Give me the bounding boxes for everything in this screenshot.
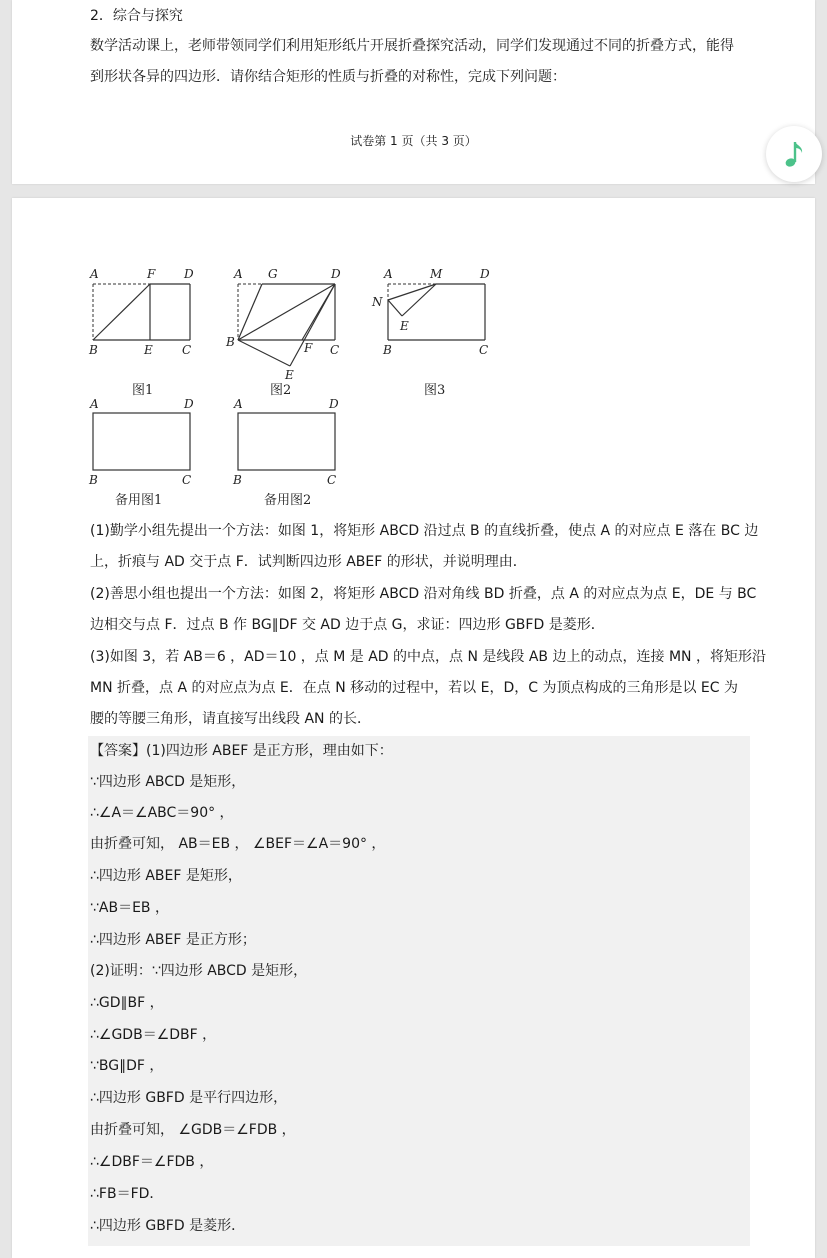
music-note-icon — [781, 139, 807, 169]
fig1-label-E: E — [144, 343, 153, 357]
fig2-caption: 图2 — [270, 383, 292, 398]
answer-line: 由折叠可知， AB＝EB ， ∠BEF＝∠A＝90° ， — [90, 836, 386, 852]
spare1-label-B: B — [89, 473, 98, 487]
answer-line: 由折叠可知， ∠GDB＝∠FDB ， — [90, 1122, 296, 1138]
spare1-label-A: A — [90, 397, 99, 411]
fig3-label-D: D — [480, 267, 490, 281]
fig2-label-B: B — [226, 335, 235, 349]
fig1-label-F: F — [147, 267, 156, 281]
fig1-caption: 图1 — [132, 383, 154, 398]
fig3-label-E: E — [400, 319, 409, 333]
spare2-label-C: C — [327, 473, 337, 487]
part-1-line-2: 上，折痕与 AD 交于点 F．试判断四边形 ABEF 的形状，并说明理由． — [90, 554, 527, 570]
music-button[interactable] — [766, 126, 822, 182]
fig3-label-C: C — [479, 343, 489, 357]
part-3-line-3: 腰的等腰三角形，请直接写出线段 AN 的长． — [90, 711, 371, 727]
answer-line: ∴GD∥BF ， — [90, 995, 164, 1011]
answer-line: ∴∠A＝∠ABC＝90° ， — [90, 805, 234, 821]
answer-line: ∴∠GDB＝∠DBF ， — [90, 1027, 217, 1043]
answer-line: ∵四边形 ABCD 是矩形， — [90, 774, 246, 790]
spare1-label-C: C — [182, 473, 192, 487]
fig2-label-D: D — [331, 267, 341, 281]
part-2-line-2: 边相交与点 F．过点 B 作 BG∥DF 交 AD 边于点 G，求证：四边形 GBFD 是菱形． — [90, 617, 605, 633]
spare1-label-D: D — [184, 397, 194, 411]
spare2-label-A: A — [234, 397, 243, 411]
question-intro-line-2: 到形状各异的四边形．请你结合矩形的性质与折叠的对称性，完成下列问题： — [90, 69, 566, 85]
answer-line: ∴四边形 GBFD 是菱形． — [90, 1218, 246, 1234]
part-2-line-1: (2)善思小组也提出一个方法：如图 2，将矩形 ABCD 沿对角线 BD 折叠，点 A 的对应点为点 E，DE 与 BC — [90, 586, 757, 602]
answer-line: ∴四边形 ABEF 是矩形， — [90, 868, 242, 884]
answer-line: (2)证明：∵四边形 ABCD 是矩形， — [90, 963, 308, 979]
spare-figure-2 — [232, 397, 339, 508]
fig1-label-B: B — [89, 343, 98, 357]
fig3-label-A: A — [384, 267, 393, 281]
fig2-label-A: A — [234, 267, 243, 281]
answer-line: ∴四边形 ABEF 是正方形； — [90, 932, 256, 948]
answer-line: ∴FB＝FD． — [90, 1186, 164, 1202]
figure-2 — [225, 267, 341, 398]
fig2-label-F: F — [304, 341, 313, 355]
fig1-label-A: A — [90, 267, 99, 281]
fig3-label-M: M — [430, 267, 443, 281]
figure-3 — [371, 267, 490, 398]
answer-line: 【答案】(1)四边形 ABEF 是正方形，理由如下： — [90, 743, 393, 759]
part-1-line-1: (1)勤学小组先提出一个方法：如图 1，将矩形 ABCD 沿过点 B 的直线折叠，使点 A 的对应点 E 落在 BC 边 — [90, 523, 759, 539]
question-number-title: 2．综合与探究 — [90, 8, 183, 24]
spare-figure-1 — [88, 397, 194, 508]
fig3-label-N: N — [372, 295, 383, 309]
exam-page-1 — [12, 0, 815, 184]
fig2-label-C: C — [330, 343, 340, 357]
exam-page-2 — [12, 198, 815, 1258]
fig1-label-D: D — [184, 267, 194, 281]
fig3-label-B: B — [383, 343, 392, 357]
answer-line: ∵AB＝EB ， — [90, 900, 169, 916]
answer-line: ∵BG∥DF ， — [90, 1058, 164, 1074]
spare2-label-D: D — [329, 397, 339, 411]
part-3-line-1: (3)如图 3，若 AB＝6 ，AD＝10 ，点 M 是 AD 的中点，点 N 是线段 AB 边上的动点，连接 MN ，将矩形沿 — [90, 649, 766, 665]
spare1-caption: 备用图1 — [115, 493, 163, 508]
figure-1 — [88, 267, 194, 398]
question-intro-line-1: 数学活动课上，老师带领同学们利用矩形纸片开展折叠探究活动，同学们发现通过不同的折叠方式，能得 — [90, 38, 734, 54]
fig3-caption: 图3 — [424, 383, 446, 398]
part-3-line-2: MN 折叠，点 A 的对应点为点 E．在点 N 移动的过程中，若以 E，D，C 为顶点构成的三角形是以 EC 为 — [90, 680, 738, 696]
spare2-caption: 备用图2 — [264, 493, 312, 508]
page-footer: 试卷第 1 页（共 3 页） — [350, 134, 477, 148]
answer-line: ∴∠DBF＝∠FDB ， — [90, 1154, 214, 1170]
fig1-label-C: C — [182, 343, 192, 357]
spare2-label-B: B — [233, 473, 242, 487]
answer-line: ∴四边形 GBFD 是平行四边形， — [90, 1090, 288, 1106]
fig2-label-G: G — [268, 267, 278, 281]
fig2-label-E: E — [285, 368, 294, 382]
